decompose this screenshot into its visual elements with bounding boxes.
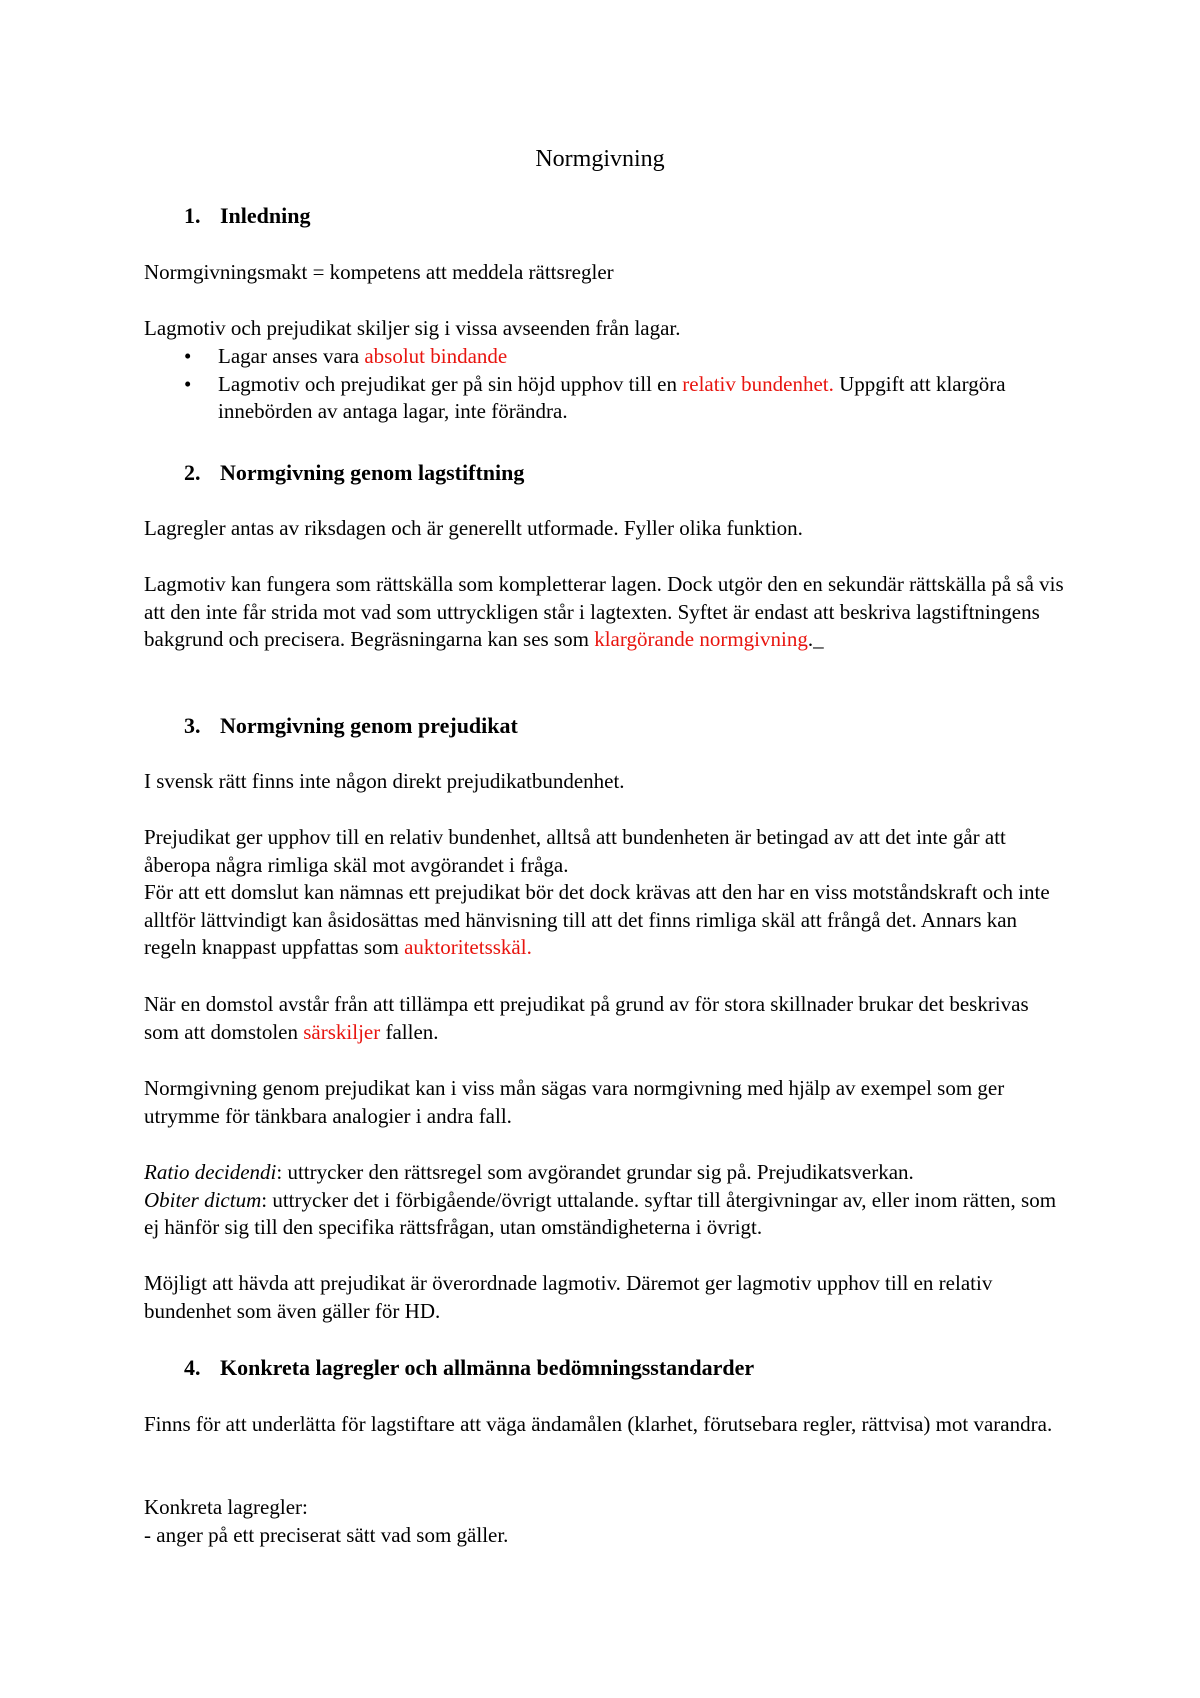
latin-term: Obiter dictum xyxy=(144,1187,262,1212)
item-text: Uppgift att klargöra innebörden av antaga lagar, inte förändra. xyxy=(218,371,1006,424)
highlighted-text: särskiljer xyxy=(303,1019,381,1044)
document-title: Normgivning xyxy=(535,146,665,172)
list-item xyxy=(144,371,1064,426)
paragraph: - anger på ett preciserat sätt vad som gäller. xyxy=(144,1523,509,1547)
section-title: Normgivning genom prejudikat xyxy=(220,713,518,738)
list-item xyxy=(144,343,1064,371)
section-3-heading xyxy=(184,713,518,739)
paragraph: Lagregler antas av riksdagen och är generellt utformade. Fyller olika funktion. xyxy=(144,516,803,540)
paragraph: Prejudikat ger upphov till en relativ bundenhet, alltså att bundenheten är betingad av att det inte går att åberopa några rimliga skäl mot avgörandet i fråga. För att ett domslut kan nämnas ett prejudikat bör det dock krävas att den har en viss motståndskraft och inte alltför lättvindigt kan åsidosättas med hänvisning till att det finns rimliga skäl att frångå det. Annars kan regeln knappast uppfattas som auktoritetsskäl. xyxy=(144,825,1050,960)
section-4-heading xyxy=(184,1355,754,1381)
latin-term: Ratio decidendi xyxy=(144,1160,277,1184)
paragraph: Lagmotiv och prejudikat skiljer sig i vissa avseenden från lagar. xyxy=(144,316,681,340)
paragraph: Konkreta lagregler: xyxy=(144,1495,308,1519)
highlighted-text: klargörande normgivning xyxy=(594,627,808,652)
section-number: 2. xyxy=(184,460,201,485)
paragraph: Ratio decidendi: uttrycker den rättsregel som avgörandet grundar sig på. Prejudikatsverkan. Obiter dictum: uttrycker det i förbigående/övrigt uttalande. syftar till återgivningar av, eller inom rätten, som ej hänför sig till den specifika rättsfrågan, utan omständigheterna i övrigt. xyxy=(144,1160,1057,1240)
highlighted-text: auktoritetsskäl. xyxy=(404,935,532,960)
paragraph: Normgivningsmakt = kompetens att meddela rättsregler xyxy=(144,260,614,284)
highlighted-text: relativ bundenhet. xyxy=(682,371,834,396)
paragraph: Normgivning genom prejudikat kan i viss mån sägas vara normgivning med hjälp av exempel som ger utrymme för tänkbara analogier i andra fall. xyxy=(144,1076,1005,1128)
paragraph: När en domstol avstår från att tillämpa ett prejudikat på grund av för stora skillnader brukar det beskrivas som att domstolen särskiljer fallen. xyxy=(144,992,1029,1044)
paragraph: Möjligt att hävda att prejudikat är överordnade lagmotiv. Däremot ger lagmotiv upphov till en relativ bundenhet som även gäller för HD. xyxy=(144,1271,993,1323)
section-number: 4. xyxy=(184,1355,201,1380)
section-number: 1. xyxy=(184,203,201,228)
section-1-heading xyxy=(184,203,311,229)
paragraph: Finns för att underlätta för lagstiftare att väga ändamålen (klarhet, förutsebara regler, rättvisa) mot varandra. xyxy=(144,1412,1053,1436)
section-2-heading xyxy=(184,460,524,486)
section-title: Normgivning genom lagstiftning xyxy=(220,460,525,485)
bullet-icon: • xyxy=(184,344,192,368)
highlighted-text: absolut bindande xyxy=(364,344,508,368)
paragraph: Lagmotiv kan fungera som rättskälla som kompletterar lagen. Dock utgör den en sekundär rättskälla på så vis att den inte får strida mot vad som uttryckligen står i lagtexten. Syftet är endast att beskriva lagstiftningens bakgrund och precisera. Begräsningarna kan ses som klargörande normgivning._ xyxy=(144,572,1064,652)
bullet-list xyxy=(144,343,1064,426)
paragraph: I svensk rätt finns inte någon direkt prejudikatbundenhet. xyxy=(144,769,625,793)
item-text: Lagar anses vara xyxy=(218,344,365,368)
item-text: Lagmotiv och prejudikat ger på sin höjd upphov till en xyxy=(218,371,683,396)
section-number: 3. xyxy=(184,713,201,738)
section-title: Inledning xyxy=(220,203,311,228)
bullet-icon: • xyxy=(184,371,192,396)
section-title: Konkreta lagregler och allmänna bedömningsstandarder xyxy=(220,1355,755,1380)
